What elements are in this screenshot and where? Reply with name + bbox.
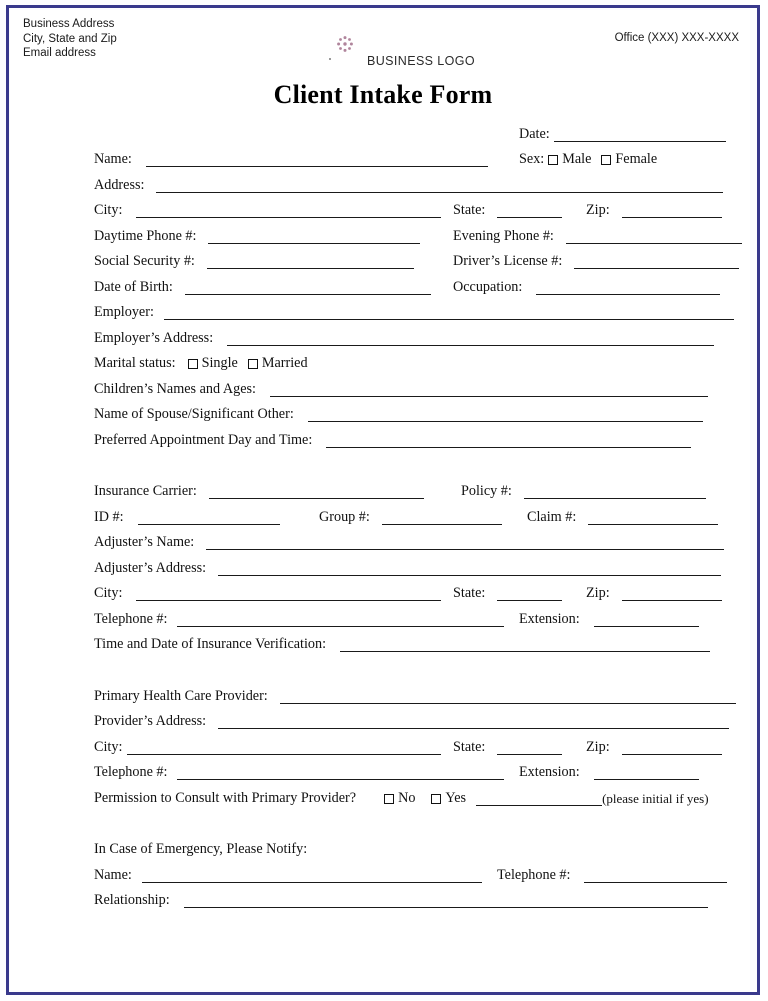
insurance-verification-label: Time and Date of Insurance Verification: [94,636,327,652]
starburst-flower-icon [335,34,355,54]
logo-decorative-dot [329,58,331,60]
provider-telephone-input[interactable] [177,765,504,780]
row-provider-city-state-zip [19,733,747,759]
id-input[interactable] [138,510,280,525]
marital-married-label: Married [261,355,308,371]
row-dob-occupation [19,273,747,299]
permission-initial-note: (please initial if yes) [602,790,709,806]
permission-yes-checkbox[interactable] [431,794,441,804]
sex-label: Sex: [519,151,545,167]
drivers-license-input[interactable] [574,254,739,269]
section-gap-emergency [19,810,747,836]
insurance-extension-input[interactable] [594,612,699,627]
row-phones [19,222,747,248]
form-header [9,8,757,76]
provider-city-label: City: [94,738,123,755]
section-gap-insurance [19,452,747,478]
claim-input[interactable] [588,510,718,525]
adjuster-name-input[interactable] [206,535,724,550]
date-input[interactable] [554,127,726,142]
row-id-group-claim [19,503,747,529]
business-logo-label: BUSINESS LOGO [367,54,476,68]
emergency-telephone-label: Telephone #: [497,866,571,883]
employers-address-label: Employer’s Address: [94,329,214,346]
provider-address-input[interactable] [218,714,729,729]
row-provider-telephone-extension [19,759,747,785]
marital-status-label: Marital status: [94,355,176,371]
date-label: Date: [519,125,550,142]
row-insurance-carrier [19,478,747,504]
marital-married-checkbox[interactable] [248,359,258,369]
preferred-appointment-input[interactable] [326,433,691,448]
id-label: ID #: [94,508,124,525]
address-input[interactable] [156,178,723,193]
insurance-state-label: State: [453,585,486,601]
row-primary-provider [19,682,747,708]
zip-input[interactable] [622,203,722,218]
sex-female-label: Female [615,151,658,167]
sex-male-label: Male [562,151,592,167]
section-gap-provider [19,656,747,682]
children-label: Children’s Names and Ages: [94,380,256,397]
business-address-line3: Email address [23,47,96,59]
marital-single-checkbox[interactable] [188,359,198,369]
row-provider-address [19,708,747,734]
provider-zip-input[interactable] [622,740,722,755]
row-employer [19,299,747,325]
row-employer-address [19,324,747,350]
emergency-relationship-label: Relationship: [94,892,170,908]
daytime-phone-label: Daytime Phone #: [94,227,197,244]
group-label: Group #: [319,508,370,525]
row-emergency-heading [19,836,747,862]
form-page [6,5,760,995]
city-input[interactable] [136,203,441,218]
row-city-state-zip [19,197,747,223]
policy-input[interactable] [524,484,706,499]
sex-male-checkbox[interactable] [548,155,558,165]
name-input[interactable] [146,152,488,167]
social-security-input[interactable] [207,254,414,269]
group-input[interactable] [382,510,502,525]
occupation-label: Occupation: [453,278,523,295]
row-ssn-dl [19,248,747,274]
row-insurance-verification [19,631,747,657]
row-date [19,120,747,146]
provider-state-label: State: [453,738,486,755]
date-of-birth-label: Date of Birth: [94,278,173,295]
provider-extension-input[interactable] [594,765,699,780]
sex-female-checkbox[interactable] [601,155,611,165]
occupation-input[interactable] [536,280,720,295]
adjuster-name-label: Adjuster’s Name: [94,534,195,550]
emergency-telephone-input[interactable] [584,868,727,883]
children-input[interactable] [270,382,708,397]
provider-state-input[interactable] [497,740,562,755]
name-label: Name: [94,151,132,167]
permission-consult-label: Permission to Consult with Primary Provider? [94,789,357,806]
row-insurance-telephone-extension [19,605,747,631]
employers-address-input[interactable] [227,331,714,346]
policy-label: Policy #: [461,483,512,499]
business-address-line1: Business Address [23,18,115,30]
page-title: Client Intake Form [273,80,493,109]
row-preferred-appointment [19,426,747,452]
row-adjuster-address [19,554,747,580]
emergency-relationship-input[interactable] [184,893,708,908]
preferred-appointment-label: Preferred Appointment Day and Time: [94,431,313,448]
permission-initial-input[interactable] [476,791,602,806]
date-of-birth-input[interactable] [185,280,431,295]
adjuster-address-label: Adjuster’s Address: [94,559,207,576]
evening-phone-label: Evening Phone #: [453,227,554,244]
primary-provider-input[interactable] [280,689,736,704]
permission-no-label: No [398,789,416,806]
row-permission-consult [19,784,747,810]
emergency-name-input[interactable] [142,868,482,883]
row-adjuster-name [19,529,747,555]
state-input[interactable] [497,203,562,218]
insurance-city-label: City: [94,585,123,601]
provider-city-input[interactable] [127,740,441,755]
social-security-label: Social Security #: [94,253,195,269]
insurance-zip-input[interactable] [622,586,722,601]
emergency-name-label: Name: [94,866,132,883]
business-address-line2: City, State and Zip [23,32,117,45]
row-children [19,375,747,401]
insurance-telephone-input[interactable] [177,612,504,627]
insurance-carrier-label: Insurance Carrier: [94,483,197,499]
provider-extension-label: Extension: [519,764,580,780]
insurance-extension-label: Extension: [519,610,580,627]
insurance-state-input[interactable] [497,586,562,601]
row-name-sex [19,146,747,172]
business-logo [327,32,507,72]
row-emergency-relationship [19,887,747,913]
insurance-carrier-input[interactable] [209,484,424,499]
drivers-license-label: Driver’s License #: [453,253,563,269]
claim-label: Claim #: [527,508,577,525]
zip-label: Zip: [586,202,610,218]
address-label: Address: [94,176,145,193]
row-marital-status [19,350,747,376]
row-emergency-name-telephone [19,861,747,887]
adjuster-address-input[interactable] [218,561,721,576]
row-spouse [19,401,747,427]
row-insurance-city-state-zip [19,580,747,606]
evening-phone-input[interactable] [566,229,742,244]
insurance-verification-input[interactable] [340,637,710,652]
emergency-heading: In Case of Emergency, Please Notify: [94,841,308,857]
provider-zip-label: Zip: [586,738,610,755]
spouse-input[interactable] [308,407,703,422]
spouse-label: Name of Spouse/Significant Other: [94,406,294,422]
primary-provider-label: Primary Health Care Provider: [94,687,268,704]
permission-yes-label: Yes [445,789,467,806]
daytime-phone-input[interactable] [208,229,420,244]
form-body [9,120,757,912]
insurance-telephone-label: Telephone #: [94,610,168,627]
provider-address-label: Provider’s Address: [94,713,207,729]
employer-label: Employer: [94,304,154,320]
row-address [19,171,747,197]
provider-telephone-label: Telephone #: [94,764,168,780]
office-phone: Office (XXX) XXX-XXXX [614,32,739,44]
permission-no-checkbox[interactable] [384,794,394,804]
marital-single-label: Single [201,355,238,371]
employer-input[interactable] [164,305,734,320]
insurance-city-input[interactable] [136,586,441,601]
business-address-block [23,17,117,61]
city-label: City: [94,202,123,218]
state-label: State: [453,202,486,218]
insurance-zip-label: Zip: [586,585,610,601]
